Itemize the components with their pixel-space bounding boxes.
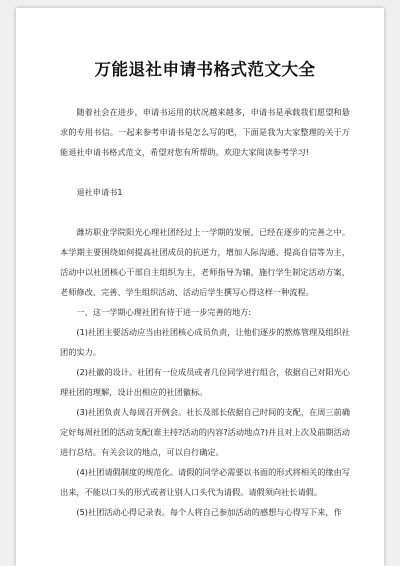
list-item: (1)社团主要活动应当由社团核心成员负责，让他们逐步的熬炼管理及组织社团的实力。 xyxy=(60,327,350,357)
list-item: (3)社团负责人每周召开例会。社长及部长依据自己时间的支配，在周三前确定好每周社团的活动支配(谁主持?活动的内容?活动地点?)并且对上次及前期活动进行总结。有关会议的地点，可以自行确定。 xyxy=(60,407,350,457)
list-item: (2)社徽的设计。社团有一位成员或者几位同学进行组合，依据自己对阳光心理社团的理解，设计出相应的社团徽标。 xyxy=(60,367,350,397)
document-title: 万能退社申请书格式范文大全 xyxy=(94,60,316,79)
list-item: (5)社团活动心得记录表。每个人将自己参加活动的感想与心得写下来，作 xyxy=(76,507,342,517)
document-page xyxy=(16,8,384,566)
intro-paragraph: 随着社会在进步，申请书运用的状况越来越多，申请书是承载我们愿望和悬求的专用书信。一起来参考申请书是怎么写的吧，下面是我为大家整理的关于万能退社申请书格式范文，希望对您有所帮助。欢迎大家阅读参考学习! xyxy=(60,107,350,157)
list-item: (4)社团请假制度的规范化。请假的同学必需要以书面的形式将相关的缘由写出来，不能以口头的形式或者让别人口头代为请假。请假须向社长请假。 xyxy=(60,467,350,497)
section-heading: 退社申请书1 xyxy=(76,187,123,197)
document-body xyxy=(60,56,350,522)
list-heading: 一、这一学期心理社团有待于进一步完善的地方: xyxy=(76,307,252,317)
body-paragraph: 潍坊职业学院阳光心理社团经过上一学期的发展，已经在逐步的完善之中。本学期主要围绕如何提高社团成员的抗逆力，增加人际沟通、提高自信等为主，活动中以社团核心干部自主组织为主，老师指导为辅，施行学生制定活动方案、老师修改、完善、学生组织活动、活动后学生撰写心得这样一种流程。 xyxy=(60,227,350,297)
